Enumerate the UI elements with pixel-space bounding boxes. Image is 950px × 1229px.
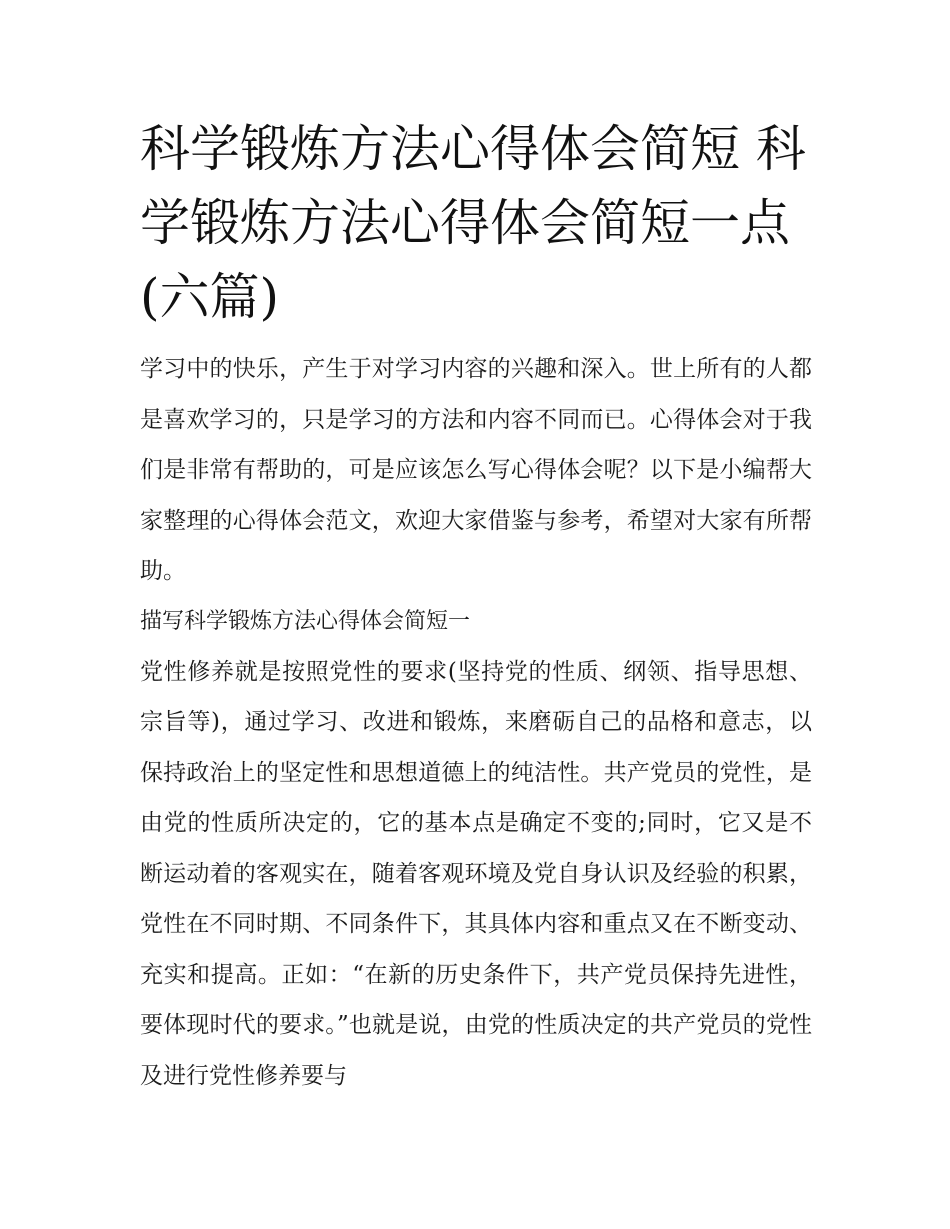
intro-paragraph: 学习中的快乐，产生于对学习内容的兴趣和深入。世上所有的人都是喜欢学习的，只是学习的方法和内容不同而已。心得体会对于我们是非常有帮助的，可是应该怎么写心得体会呢？以下是小编帮大家整理的心得体会范文，欢迎大家借鉴与参考，希望对大家有所帮助。 bbox=[140, 356, 812, 584]
document-page bbox=[140, 112, 812, 1101]
document-title: 科学锻炼方法心得体会简短 科学锻炼方法心得体会简短一点(六篇) bbox=[140, 120, 806, 326]
body-paragraph: 党性修养就是按照党性的要求(坚持党的性质、纲领、指导思想、宗旨等)，通过学习、改进和锻炼，来磨砺自己的品格和意志，以保持政治上的坚定性和思想道德上的纯洁性。共产党员的党性，是由党的性质所决定的，它的基本点是确定不变的;同时，它又是不断运动着的客观实在，随着客观环境及党自身认识及经验的积累，党性在不同时期、不同条件下，其具体内容和重点又在不断变动、充实和提高。正如：“在新的历史条件下，共产党员保持先进性，要体现时代的要求。”也就是说，由党的性质决定的共产党员的党性及进行党性修养要与 bbox=[140, 658, 812, 1089]
section-heading: 描写科学锻炼方法心得体会简短一 bbox=[140, 608, 471, 634]
